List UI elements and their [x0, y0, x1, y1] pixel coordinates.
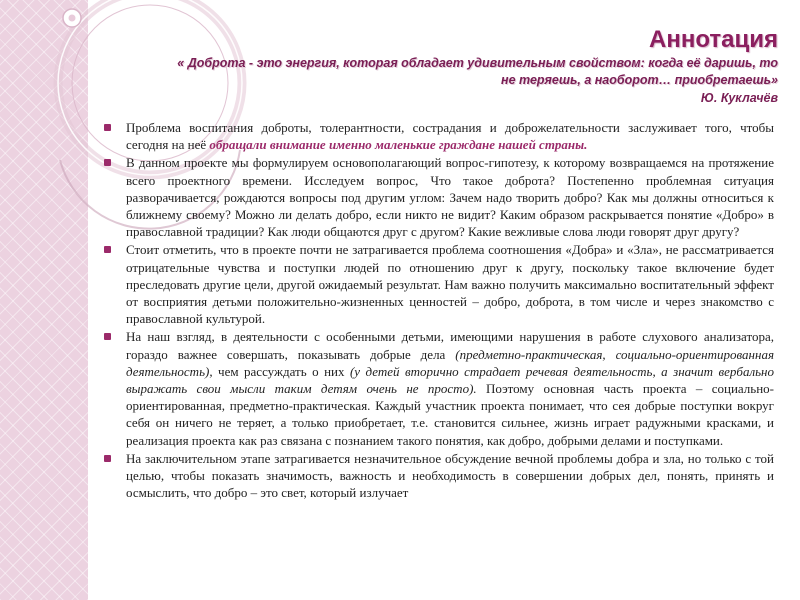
header	[118, 26, 778, 107]
bullet-icon	[104, 455, 111, 462]
page-title: Аннотация	[649, 26, 778, 53]
paragraph-text: Стоит отметить, что в проекте почти не затрагивается проблема соотношения «Добра» и «Зла», не рассматривается отрицательные чувства и поступки людей по отношению друг к другу, поскольку такое включение будет преследовать другие цели, другой ожидаемый результат. Нам важно получить максимально воспитательный эффект от восприятия детьми положительно-жизненных ценностей – добро, доброта, в том числе и через знакомство с православной культурой.	[126, 242, 774, 327]
italic-note: (у детей вторично страдает речевая деятельность, а значит вербально выражать свои мысли таким детям очень не просто).	[126, 363, 775, 397]
paragraph-text: В данном проекте мы формулируем основополагающий вопрос-гипотезу, к которому возвращаемся на протяжение всего проектного времени. Исследуем вопрос, Что такое доброта? Постепенно проблемная ситуация разворачивается, рождаются вопросы под другим углом: Зачем надо творить добро? Как мы должны относиться к ближнему своему? Можно ли делать добро, если никто не видит? Каким образом раскрывается понятие «Добро» в православной традиции? Как люди общаются друг с другом? Какие вежливые слова люди говорят друг другу?	[126, 155, 774, 240]
paragraph-text: Проблема воспитания доброты, толерантности, сострадания и доброжелательности заслуживает того, чтобы сегодня на неё	[126, 120, 774, 153]
paragraph-text: чем рассуждать о них	[212, 363, 350, 379]
epigraph-line-1: « Доброта - это энергия, которая обладает удивительным свойством: когда её даришь, то	[177, 56, 778, 70]
bullet-icon	[104, 246, 111, 253]
decorative-side-panel	[0, 0, 88, 600]
epigraph-line-2: не теряешь, а наоборот… приобретаешь»	[501, 73, 778, 87]
paragraph-5	[104, 450, 774, 502]
paragraph-text: Поэтому основная часть проекта – социально-ориентированная, предметно-практическая. Каждый участник проекта понимает, что сея добрые поступки вокруг себя он ничего не теряет, а только приобретает, т.е. становится сильнее, жизнь играет радужными красками, и реализация проекта как раз связана с познанием такого понятия, как добро, добрыми делами и поступками.	[126, 381, 774, 448]
bullet-icon	[104, 159, 111, 166]
bullet-icon	[104, 124, 111, 131]
paragraph-text: На наш взгляд, в деятельности с особенными детьми, имеющими нарушения в работе слухового анализатора, гораздо важнее совершать, показывать добрые дела	[126, 329, 774, 362]
bullet-icon	[104, 333, 111, 340]
paragraph-3	[104, 241, 774, 327]
epigraph	[118, 55, 778, 89]
paragraph-1	[104, 119, 774, 153]
paragraph-text: На заключительном этапе затрагивается незначительное обсуждение вечной проблемы добра и зла, но только с той целью, чтобы показать значимость, важность и необходимость в совершении добрых дел, понять, принять и осмыслить, что добро – это свет, который излучает	[126, 450, 774, 501]
paragraph-2	[104, 154, 774, 240]
paragraph-4	[104, 328, 774, 448]
highlighted-text: обращали внимание именно маленькие граждане нашей страны.	[209, 137, 588, 153]
epigraph-author: Ю. Куклачёв	[700, 91, 778, 105]
annotation-body	[104, 119, 774, 502]
italic-note: (предметно-практическая, социально-ориентированная деятельность),	[126, 346, 775, 379]
